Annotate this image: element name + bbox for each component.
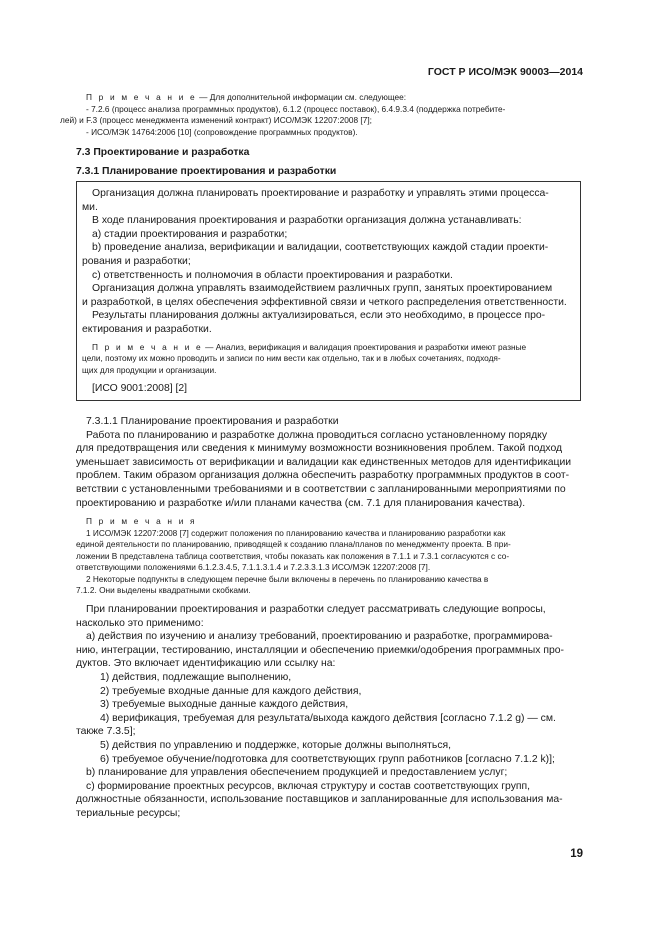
- body-line: При планировании проектирования и разработки следует рассматривать следующие вопросы,: [86, 604, 546, 615]
- box-note-text: — Анализ, верификация и валидация проектирования и разработки имеют разные: [205, 341, 527, 352]
- section-heading: 7.3 Проектирование и разработка: [76, 147, 250, 158]
- body-line: должностные обязанности, использование поставщиков и запланированные для использования ма-: [76, 794, 563, 806]
- note-line: лей) и F.3 (процесс менеджмента изменений контракт) ИСО/МЭК 12207:2008 [7];: [60, 115, 372, 125]
- note-line: ответствующими положениями 6.1.2.3.4.5, 7.1.1.3.1.4 и 7.2.3.3.1.3 ИСО/МЭК 12207:2008 [7].: [76, 562, 431, 572]
- box-paragraph: ми.: [82, 201, 98, 213]
- list-item: a) действия по изучению и анализу требований, проектированию и разработке, программирова-: [86, 631, 553, 643]
- document-header: ГОСТ Р ИСО/МЭК 90003—2014: [427, 66, 583, 78]
- body-line: териальные ресурсы;: [76, 807, 181, 819]
- body-line: ветствии с установленными требованиями и в соответствии с запланированными мероприятиями по: [76, 483, 566, 495]
- body-line: Работа по планированию и разработке должна проводиться согласно установленному порядку: [86, 429, 548, 441]
- subsection-heading: 7.3.1 Планирование проектирования и разработки: [76, 166, 337, 177]
- subsection-title: 7.3.1.1 Планирование проектирования и разработки: [86, 416, 339, 427]
- sub-list-item: 4) верификация, требуемая для результата/выхода каждого действия [согласно 7.1.2 g) — см.: [100, 712, 556, 724]
- list-item: c) формирование проектных ресурсов, включая структуру и состав соответствующих групп,: [86, 780, 531, 792]
- sub-list-item: 3) требуемые выходные данные каждого действия,: [100, 699, 349, 711]
- box-note: [82, 342, 576, 354]
- body-line: также 7.3.5];: [76, 726, 136, 738]
- box-list-item: c) ответственность и полномочия в области проектирования и разработки.: [92, 269, 453, 281]
- sub-list-item: 1) действия, подлежащие выполнению,: [100, 671, 292, 683]
- box-paragraph: Результаты планирования должны актуализироваться, если это необходимо, в процессе про-: [92, 310, 546, 322]
- sub-list-item: 5) действия по управлению и поддержке, которые должны выполняться,: [100, 739, 452, 751]
- sub-list-item: 6) требуемое обучение/подготовка для соответствующих групп работников [согласно 7.1.2 k)];: [100, 753, 555, 765]
- note-line: - 7.2.6 (процесс анализа программных продуктов), 6.1.2 (процесс поставок), 6.4.9.3.4 (поддержка потребите-: [86, 103, 506, 114]
- box-paragraph: ектирования и разработки.: [82, 323, 212, 335]
- body-line: дуктов. Это включает идентификацию или ссылку на:: [76, 658, 336, 670]
- body-line: нию, интеграции, тестированию, инсталляции и обеспечению приемки/одобрения программных про-: [76, 644, 564, 656]
- note-line: 1 ИСО/МЭК 12207:2008 [7] содержит положения по планированию качества и планированию разработки как: [86, 527, 506, 538]
- note-block: [60, 92, 583, 138]
- body-line: для предотвращения или сведения к минимуму возможности возникновения проблем. Такой подход: [76, 443, 563, 455]
- box-list-item: a) стадии проектирования и разработки;: [92, 228, 288, 240]
- note-line: единой деятельности по планированию, приводящей к созданию плана/планов по менеджменту проекта. В при-: [76, 539, 511, 549]
- box-list-item: b) проведение анализа, верификации и валидации, соответствующих каждой стадии проекти-: [92, 242, 549, 254]
- note-line: 2 Некоторые подпункты в следующем перечне были включены в перечень по планированию качества в: [86, 573, 489, 584]
- sub-list-item: 2) требуемые входные данные для каждого действия,: [100, 685, 362, 697]
- body-line: проектированию и разработке и/или планами качества (см. 7.1 для планирования качества).: [76, 497, 526, 509]
- note-line: - ИСО/МЭК 14764:2006 [10] (сопровождение программных продуктов).: [86, 126, 358, 137]
- note-intro: [76, 92, 583, 104]
- box-paragraph: рования и разработки;: [82, 255, 191, 267]
- note-label: П р и м е ч а н и е: [86, 92, 197, 102]
- box-paragraph: В ходе планирования проектирования и разработки организация должна устанавливать:: [92, 215, 522, 227]
- box-reference: [ИСО 9001:2008] [2]: [92, 383, 188, 395]
- box-note-label: П р и м е ч а н и е: [92, 341, 203, 352]
- body-line: проблем. Таким образом организация должна обеспечить разработку программных продуктов в соот-: [76, 470, 570, 482]
- box-note-line: щих для продукции и организации.: [82, 364, 217, 375]
- page-number: 19: [570, 848, 583, 860]
- note-line: ложении В представлена таблица соответствия, чтобы показать как положения в 7.1.1 и 7.3.1 согласуются с со-: [76, 550, 510, 561]
- requirement-box: [76, 181, 581, 401]
- questions-block: [76, 603, 583, 821]
- box-paragraph: и разработкой, в целях обеспечения эффективной связи и четкого распределения ответственности.: [82, 296, 567, 308]
- body-line: насколько это применимо:: [76, 617, 204, 629]
- body-line: уменьшает зависимость от верификации и валидации как единственных методов для идентификации: [76, 456, 572, 468]
- section-7-3-1-1: [76, 415, 583, 510]
- box-paragraph: Организация должна планировать проектирование и разработку и управлять этими процесса-: [92, 188, 549, 199]
- box-paragraph: Организация должна управлять взаимодействием различных групп, занятых проектированием: [92, 283, 553, 295]
- notes-block: [76, 516, 583, 597]
- list-item: b) планирование для управления обеспечением продукцией и предоставлением услуг;: [86, 767, 508, 779]
- notes-label: П р и м е ч а н и я: [86, 516, 197, 526]
- note-intro-text: — Для дополнительной информации см. следующее:: [199, 92, 407, 102]
- note-line: 7.1.2. Они выделены квадратными скобками.: [76, 585, 251, 595]
- box-note-line: цели, поэтому их можно проводить и записи по ним вести как отдельно, так и в любых сочетаниях, подходя-: [82, 353, 501, 364]
